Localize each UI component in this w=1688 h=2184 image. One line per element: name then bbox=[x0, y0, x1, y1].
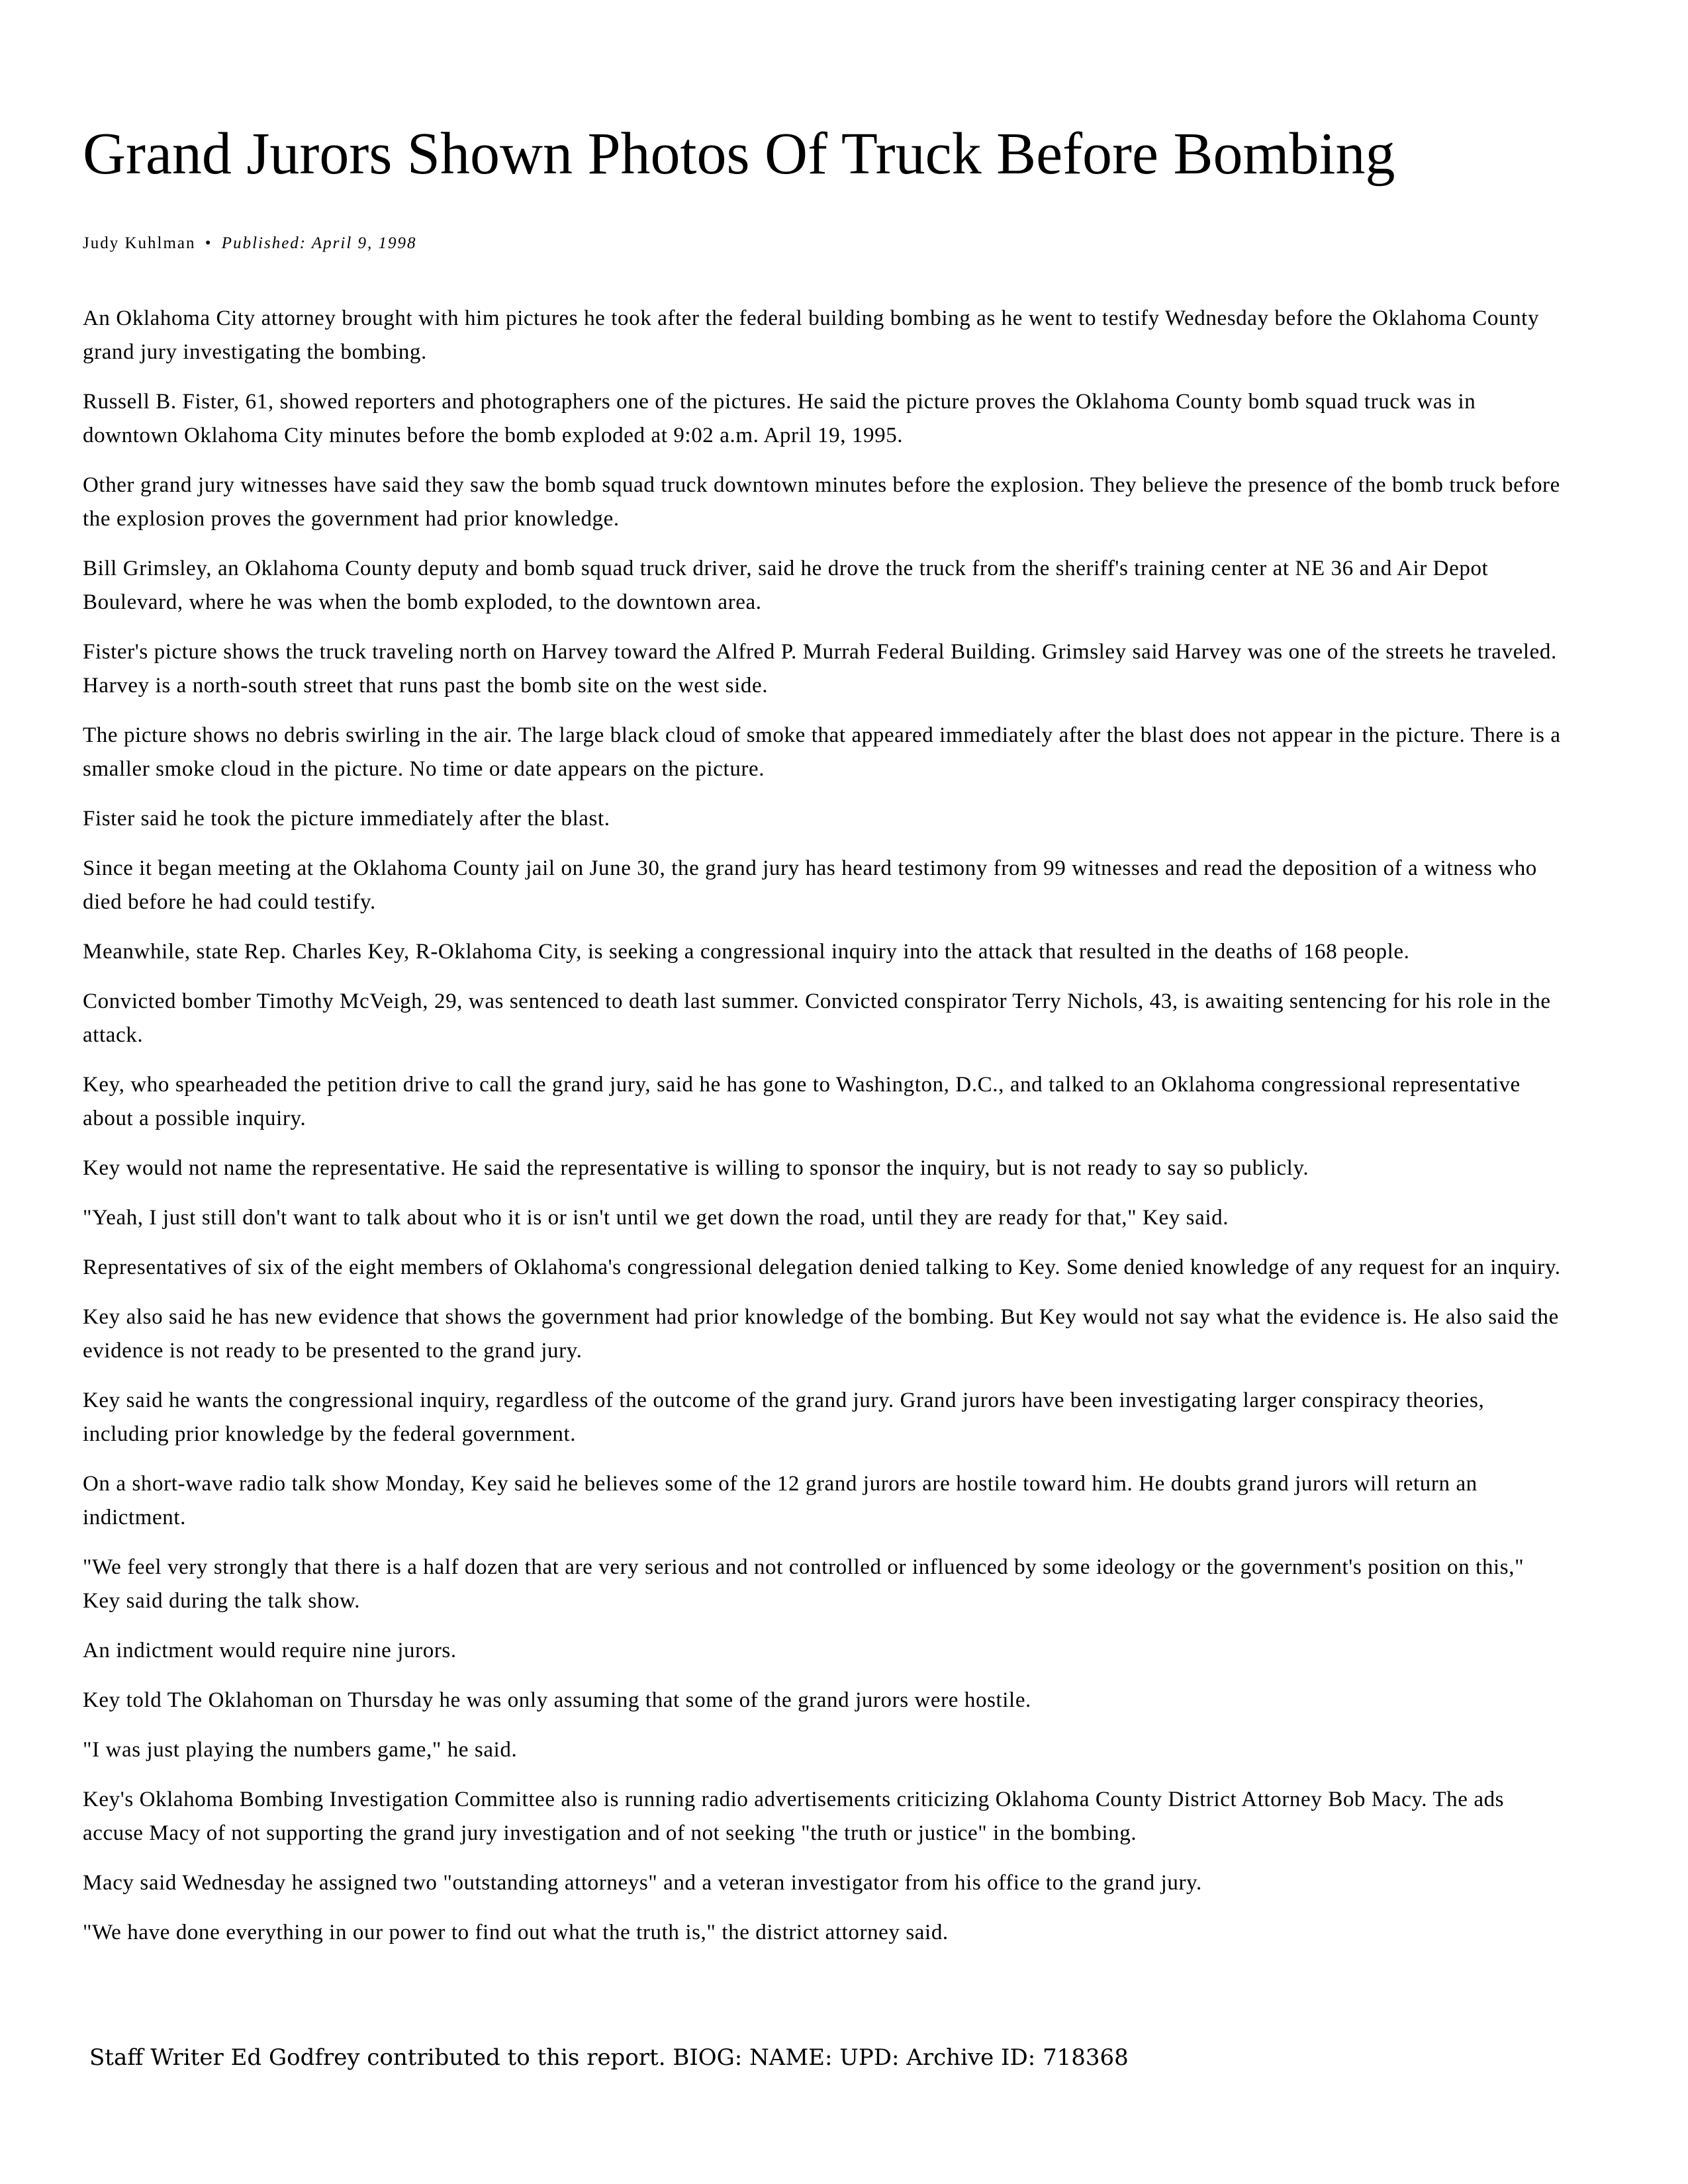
byline-separator: • bbox=[205, 234, 212, 252]
article-body bbox=[83, 302, 1566, 1966]
article-paragraph: On a short-wave radio talk show Monday, Key said he believes some of the 12 grand jurors are hostile toward him. He doubts grand jurors will return an indictment. bbox=[83, 1472, 1477, 1529]
article-paragraph: "We feel very strongly that there is a half dozen that are very serious and not controlled or influenced by some ideology or the government's position on this," Key said during the talk show. bbox=[83, 1555, 1524, 1613]
article-footer-note: Staff Writer Ed Godfrey contributed to this report. BIOG: NAME: UPD: Archive ID: 718368 bbox=[89, 2044, 1129, 2071]
article-paragraph: The picture shows no debris swirling in the air. The large black cloud of smoke that appeared immediately after the blast does not appear in the picture. There is a smaller smoke cloud in the picture. No time or date appears on the picture. bbox=[83, 723, 1561, 781]
article-paragraph: Key, who spearheaded the petition drive to call the grand jury, said he has gone to Washington, D.C., and talked to an Oklahoma congressional representative about a possible inquiry. bbox=[83, 1073, 1521, 1130]
article-paragraph: Fister's picture shows the truck traveling north on Harvey toward the Alfred P. Murrah Federal Building. Grimsley said Harvey was one of the streets he traveled. Harvey is a north-south street that runs past the bomb site on the west side. bbox=[83, 640, 1557, 698]
article-paragraph: Key told The Oklahoman on Thursday he was only assuming that some of the grand jurors were hostile. bbox=[83, 1688, 1031, 1712]
article-paragraph: Bill Grimsley, an Oklahoma County deputy and bomb squad truck driver, said he drove the truck from the sheriff's training center at NE 36 and Air Depot Boulevard, where he was when the bomb exploded, to the downtown area. bbox=[83, 557, 1489, 614]
article-paragraph: "We have done everything in our power to find out what the truth is," the district attorney said. bbox=[83, 1921, 949, 1944]
published-date: Published: April 9, 1998 bbox=[221, 234, 417, 252]
byline bbox=[83, 232, 417, 255]
article-title: Grand Jurors Shown Photos Of Truck Before Bombing bbox=[83, 121, 1395, 187]
article-paragraph: Key would not name the representative. He said the representative is willing to sponsor the inquiry, but is not ready to say so publicly. bbox=[83, 1156, 1309, 1180]
author-name: Judy Kuhlman bbox=[83, 234, 196, 252]
article-paragraph: Since it began meeting at the Oklahoma County jail on June 30, the grand jury has heard testimony from 99 witnesses and read the deposition of a witness who died before he had could testify. bbox=[83, 856, 1537, 914]
article-paragraph: Key also said he has new evidence that shows the government had prior knowledge of the bombing. But Key would not say what the evidence is. He also said the evidence is not ready to be presented to the grand jury. bbox=[83, 1305, 1559, 1363]
article-paragraph: Meanwhile, state Rep. Charles Key, R-Oklahoma City, is seeking a congressional inquiry into the attack that resulted in the deaths of 168 people. bbox=[83, 940, 1410, 964]
article-paragraph: Representatives of six of the eight members of Oklahoma's congressional delegation denied talking to Key. Some denied knowledge of any request for an inquiry. bbox=[83, 1255, 1561, 1279]
article-paragraph: Key said he wants the congressional inquiry, regardless of the outcome of the grand jury. Grand jurors have been investigating larger conspiracy theories, including prior knowledge by the federal government. bbox=[83, 1388, 1485, 1446]
article-paragraph: An indictment would require nine jurors. bbox=[83, 1639, 457, 1662]
article-paragraph: Macy said Wednesday he assigned two "outstanding attorneys" and a veteran investigator from his office to the grand jury. bbox=[83, 1871, 1202, 1895]
article-paragraph: An Oklahoma City attorney brought with him pictures he took after the federal building bombing as he went to testify Wednesday before the Oklahoma County grand jury investigating the bombing. bbox=[83, 306, 1540, 364]
article-paragraph: Fister said he took the picture immediately after the blast. bbox=[83, 807, 610, 831]
article-paragraph: Convicted bomber Timothy McVeigh, 29, was sentenced to death last summer. Convicted conspirator Terry Nichols, 43, is awaiting sentencing for his role in the attack. bbox=[83, 989, 1551, 1047]
article-paragraph: Russell B. Fister, 61, showed reporters and photographers one of the pictures. He said the picture proves the Oklahoma County bomb squad truck was in downtown Oklahoma City minutes before the bomb exploded at 9:02 a.m. April 19, 1995. bbox=[83, 390, 1476, 447]
article-paragraph: "I was just playing the numbers game," he said. bbox=[83, 1738, 518, 1762]
article-paragraph: "Yeah, I just still don't want to talk about who it is or isn't until we get down the road, until they are ready for that," Key said. bbox=[83, 1206, 1229, 1230]
article-paragraph: Other grand jury witnesses have said they saw the bomb squad truck downtown minutes before the explosion. They believe the presence of the bomb truck before the explosion proves the government had prior knowledge. bbox=[83, 473, 1560, 531]
article-paragraph: Key's Oklahoma Bombing Investigation Committee also is running radio advertisements criticizing Oklahoma County District Attorney Bob Macy. The ads accuse Macy of not supporting the grand jury investigation and of not seeking "the truth or justice" in the bombing. bbox=[83, 1788, 1505, 1845]
